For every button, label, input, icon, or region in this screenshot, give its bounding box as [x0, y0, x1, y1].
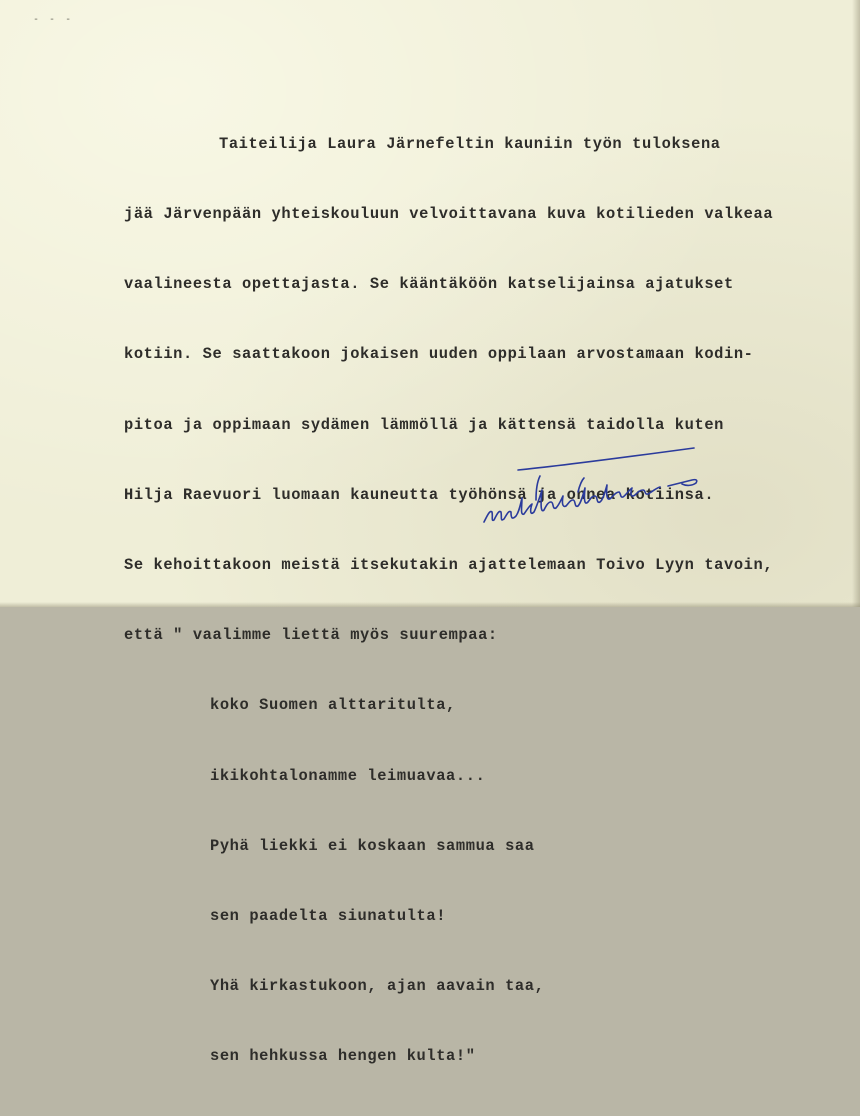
paper-edge-right	[852, 0, 860, 607]
paragraph-line: Taiteilija Laura Järnefeltin kauniin työn tuloksena	[219, 134, 721, 153]
poem-line: koko Suomen alttaritulta,	[210, 696, 456, 715]
paragraph-line: jää Järvenpään yhteiskouluun velvoittavana kuva kotilieden valkeaa	[124, 205, 774, 224]
poem-line: sen hehkussa hengen kulta!"	[210, 1047, 476, 1066]
poem-line: Pyhä liekki ei koskaan sammua saa	[210, 836, 535, 855]
corner-marks: - - -	[33, 14, 74, 25]
poem-line: sen paadelta siunatulta!	[210, 907, 447, 926]
paragraph-line: kotiin. Se saattakoon jokaisen uuden oppilaan arvostamaan kodin-	[124, 345, 754, 364]
poem-line: Yhä kirkastukoon, ajan aavain taa,	[210, 977, 545, 996]
paragraph-line: Hilja Raevuori luomaan kauneutta työhönsä ja onnea kotiinsa.	[124, 485, 715, 504]
paragraph-line: vaalineesta opettajasta. Se kääntäköön katselijainsa ajatukset	[124, 275, 734, 294]
paragraph-line: että " vaalimme liettä myös suurempaa:	[124, 626, 498, 645]
poem-line: ikikohtalonamme leimuavaa...	[210, 766, 486, 785]
typed-letter-body	[124, 86, 844, 1116]
paragraph-line: Se kehoittakoon meistä itsekutakin ajattelemaan Toivo Lyyn tavoin,	[124, 556, 774, 575]
handwritten-signature	[480, 440, 720, 535]
paragraph-line: pitoa ja oppimaan sydämen lämmöllä ja kättensä taidolla kuten	[124, 415, 724, 434]
